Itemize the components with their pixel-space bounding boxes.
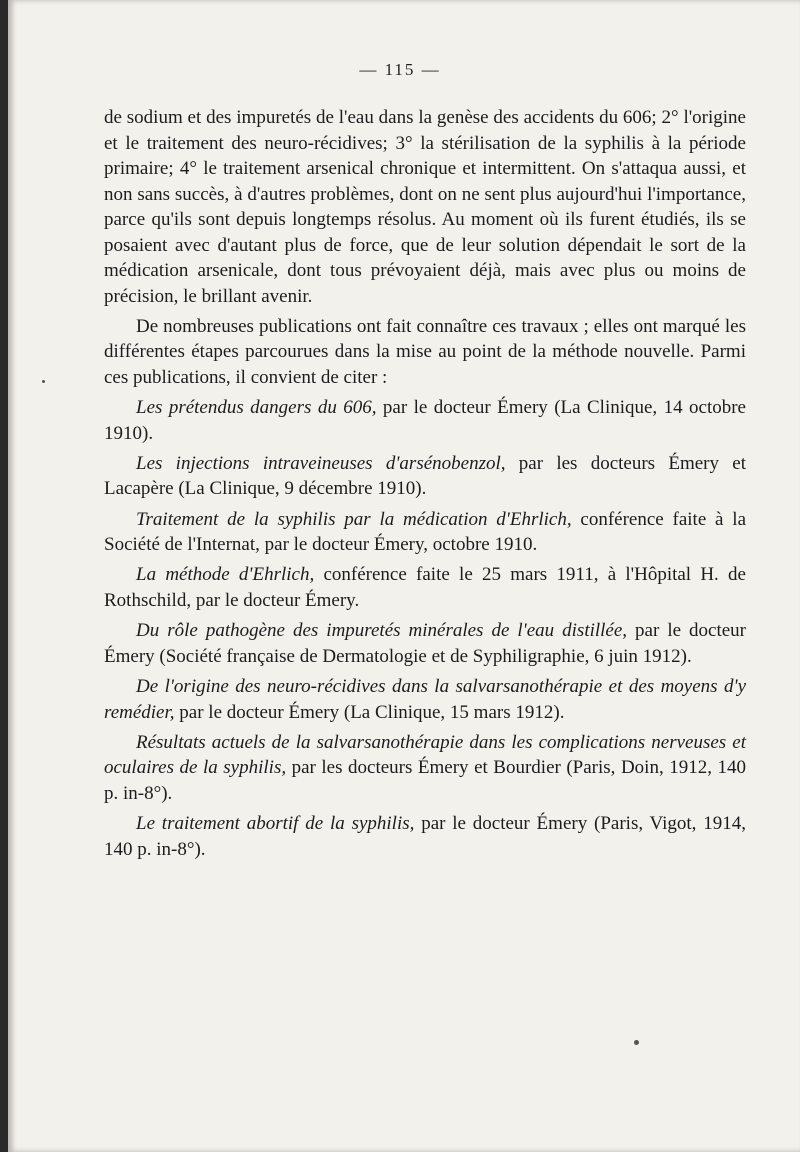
citation-title: Les injections intraveineuses d'arsénobenzol, xyxy=(136,452,506,474)
citation-3: Traitement de la syphilis par la médication d'Ehrlich, conférence faite à la Société de l'Internat, par le docteur Émery, octobre 1910. xyxy=(104,508,746,556)
paragraph-1: de sodium et des impuretés de l'eau dans la genèse des accidents du 606; 2° l'origine et le traitement des neuro-récidives; 3° la stérilisation de la syphilis à la période primaire; 4° le traitement arsenical chronique et intermittent. On s'attaqua aussi, et non sans succès, à d'autres problèmes, dont on ne sent plus aujourd'hui l'importance, parce qu'ils sont depuis longtemps résolus. Au moment où ils furent étudiés, ils se posaient avec d'autant plus de force, que de leur solution dépendait le sort de la médication arsenicale, dont tous prévoyaient déjà, mais avec plus ou moins de précision, le brillant avenir. xyxy=(104,107,746,307)
citation-title: De l'origine des neuro-récidives dans la salvarsanothérapie et des moyens d'y remédier, xyxy=(104,676,746,723)
citation-title: Le traitement abortif de la syphilis, xyxy=(136,813,415,835)
citation-title: Les prétendus dangers du 606, xyxy=(136,397,377,419)
paragraph-2: De nombreuses publications ont fait connaître ces travaux ; elles ont marqué les différentes étapes parcourues dans la mise au point de la méthode nouvelle. Parmi ces publications, il convient de citer : xyxy=(104,315,746,388)
body-text xyxy=(104,105,746,867)
citation-title: La méthode d'Ehrlich, xyxy=(136,564,315,586)
citation-4: La méthode d'Ehrlich, conférence faite le 25 mars 1911, à l'Hôpital H. de Rothschild, par le docteur Émery. xyxy=(104,564,746,611)
citation-2: Les injections intraveineuses d'arsénobenzol, par les docteurs Émery et Lacapère (La Clinique, 9 décembre 1910). xyxy=(104,452,746,500)
ink-speck xyxy=(634,1040,639,1045)
citation-5: Du rôle pathogène des impuretés minérales de l'eau distillée, par le docteur Émery (Société française de Dermatologie et de Syphiligraphie, 6 juin 1912). xyxy=(104,620,746,667)
citation-6: De l'origine des neuro-récidives dans la salvarsanothérapie et des moyens d'y remédier, par le docteur Émery (La Clinique, 15 mars 1912). xyxy=(104,676,746,723)
citation-title: Traitement de la syphilis par la médication d'Ehrlich, xyxy=(136,508,572,530)
citation-7: Résultats actuels de la salvarsanothérapie dans les complications nerveuses et oculaires de la syphilis, par les docteurs Émery et Bourdier (Paris, Doin, 1912, 140 p. in-8°). xyxy=(104,731,746,804)
citation-title: Du rôle pathogène des impuretés minérales de l'eau distillée, xyxy=(136,620,628,642)
ink-speck xyxy=(42,380,45,383)
page-number: — 115 — xyxy=(359,60,441,79)
citation-1: Les prétendus dangers du 606, par le docteur Émery (La Clinique, 14 octobre 1910). xyxy=(104,397,746,444)
citation-8: Le traitement abortif de la syphilis, par le docteur Émery (Paris, Vigot, 1914, 140 p. in-8°). xyxy=(104,813,746,860)
citation-title: Résultats actuels de la salvarsanothérapie dans les complications nerveuses et oculaires de la syphilis, xyxy=(104,731,746,779)
